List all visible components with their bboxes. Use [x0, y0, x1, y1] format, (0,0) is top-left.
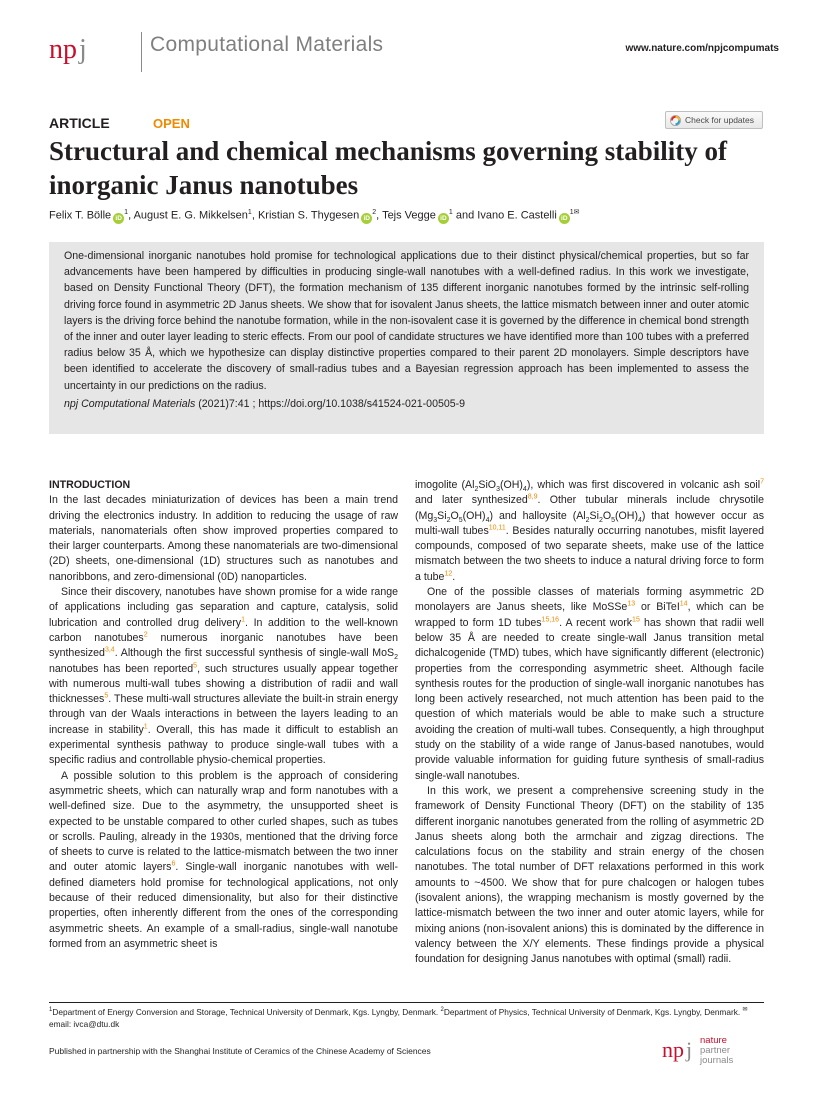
author-affiliation: 1✉ — [569, 209, 580, 216]
npj-partner-logo[interactable] — [662, 1035, 764, 1066]
paragraph-text: nanotubes has been reported — [49, 662, 194, 675]
author-name[interactable]: Felix T. Bölle — [49, 209, 112, 222]
author-name[interactable]: Kristian S. Thygesen — [257, 209, 360, 222]
affiliation-number: 1 — [49, 1007, 53, 1013]
paragraph-text: . Besides naturally occurring nanotubes, misfit layered compounds, composed of two separate sheets, make use of the lattice mismatch between the two sheets to induce a natural driving force to form a tube — [415, 524, 764, 583]
header-divider — [141, 32, 142, 72]
svg-text:j: j — [79, 34, 87, 65]
reference-link[interactable]: 6 — [171, 860, 176, 868]
paragraph-text: . Although the first successful synthesis of single-wall MoS — [114, 647, 395, 660]
paragraph-text: O — [602, 509, 612, 522]
reference-link[interactable]: 8,9 — [527, 493, 538, 501]
citation-doi[interactable]: (2021)7:41 ; https://doi.org/10.1038/s41524-021-00505-9 — [195, 397, 466, 410]
journal-url-link[interactable]: www.nature.com/npjcompumats — [625, 43, 779, 54]
npj-logo-icon — [49, 34, 93, 70]
paragraph-text: numerous inorganic nanotubes have been synthesized — [49, 631, 398, 660]
reference-link[interactable]: 5 — [104, 692, 109, 700]
paragraph — [415, 784, 764, 968]
citation-line — [64, 398, 749, 410]
partner-partner: partner — [700, 1045, 731, 1056]
reference-link[interactable]: 15 — [632, 616, 640, 624]
author-affiliation: 1 — [247, 209, 252, 216]
abstract-text: One-dimensional inorganic nanotubes hold promise for technological applications due to their distinct physical/chemical properties, but so far advancements have been hampered by difficulties in producing single-wall nanotubes with a well-defined radius. In this work we investigate, based on Density Functional Theory (DFT), the formation mechanism of 135 different inorganic nanotubes formed by the intrinsic self-rolling driving force found in asymmetric 2D Janus sheets. We show that for isovalent Janus sheets, the lattice mismatch between inner and outer atomic layers is the driving force behind the nanotube formation, while in the non-isovalent case it is governed by the difference in chemical bond strength of the inner and outer layer leading to steric effects. From our pool of candidate structures we have identified more than 100 tubes with a preferred radius below 35 Å, which we hypothesize can display distinctive properties compared to their parent 2D monolayers. Simple descriptors have been identified to accelerate the discovery of small-radius tubes and a Bayesian regression approach has been implemented to assess the uncertainty in our predictions on the radius. — [64, 250, 749, 392]
orcid-icon[interactable]: iD — [438, 213, 449, 224]
paragraph — [49, 585, 398, 769]
check-updates-label: Check for updates — [685, 115, 754, 125]
body-column-left — [49, 478, 398, 952]
paragraph-text: In this work, we present a comprehensive screening study in the framework of Density Functional Theory (DFT) on the stability of 135 different inorganic nanotubes generated from the rolling of asymmetric 2D Janus sheets along both the armchair and zigzag directions. The calculations focus on the stability and strain energy of the chosen nanotubes. The total number of DFT relaxations performed in this work amounts to ~4500. We show that for pure chalcogen or halogen tubes (isovalent anions), the wrapping mechanism is mostly governed by the lattice-mismatch between the two inner and outer atomic layers, while for mixing anions (non-isovalent anions) this is dominated by the difference in valency between the X/Y elements. These findings provide a physical foundation for designing Janus nanotubes with optimal (small) radii. — [415, 784, 764, 966]
paragraph-text: O — [450, 509, 459, 522]
reference-link[interactable]: 12 — [444, 570, 453, 578]
subscript: 2 — [446, 516, 451, 524]
reference-link[interactable]: 13 — [627, 600, 636, 608]
article-type-label: ARTICLE — [49, 115, 110, 131]
reference-link[interactable]: 1 — [143, 723, 148, 731]
subscript: 2 — [394, 654, 398, 662]
article-title: Structural and chemical mechanisms governing stability of inorganic Janus nanotubes — [49, 136, 727, 200]
paragraph-text: In the last decades miniaturization of devices has been a main trend driving the electronics industry. In addition to reducing the usage of raw materials, nanomaterials often show improved properties compared to their larger counterparts. Among these nanomaterials are two-dimensional (2D) sheets, one-dimensional (1D) structures such as nanotubes and nanoribbons, and zero-dimensional (0D) nanoparticles. — [49, 494, 398, 583]
paragraph-text: and later synthesized — [415, 494, 528, 507]
subscript: 3 — [433, 516, 438, 524]
paragraph-text: . Overall, this has made it difficult to establish an experimental synthesis pathway to produce single-wall tubes with a specific radius and controllable physio-chemical properties. — [49, 723, 398, 767]
abstract-box — [49, 242, 764, 434]
reference-link[interactable]: 3,4 — [104, 646, 115, 654]
affiliations — [49, 1004, 764, 1030]
subscript: 2 — [474, 486, 479, 494]
paragraph-text: One of the possible classes of materials forming asymmetric 2D monolayers are Janus sheets, like MoSSe — [415, 586, 764, 614]
orcid-icon[interactable]: iD — [559, 213, 570, 224]
check-for-updates-button[interactable] — [665, 111, 763, 129]
paragraph-text: . In addition to the well-known carbon nanotubes — [49, 616, 398, 644]
reference-link[interactable]: 2 — [143, 631, 148, 639]
paragraph-text: (OH) — [499, 479, 523, 491]
journal-name: Computational Materials — [150, 33, 384, 56]
paragraph-text: ), which was first discovered in volcanic ash soil — [526, 479, 761, 491]
author-name[interactable]: Ivano E. Castelli — [477, 209, 557, 222]
partner-nature: nature — [700, 1035, 727, 1046]
paragraph — [415, 478, 764, 585]
orcid-icon[interactable]: iD — [113, 213, 124, 224]
paragraph-text: SiO — [478, 479, 497, 491]
affiliation-text: Department of Energy Conversion and Storage, Technical University of Denmark, Kgs. Lyngby, Denmark. — [52, 1006, 441, 1017]
author-list: Felix T. Bölle $iD^1$, August E. G. Mikkelsen$^1$, Kristian S. Thygesen $iD^2$, Tejs Vegge $iD^1$ and Ivano E. Castelli $iD^{1✉}$ — [49, 209, 580, 222]
reference-link[interactable]: 5 — [193, 662, 198, 670]
paragraph-text: or BiTeI — [635, 601, 680, 614]
svg-text:np: np — [662, 1038, 684, 1062]
paragraph-text: imogolite (Al — [415, 479, 475, 491]
svg-text:j: j — [686, 1038, 693, 1062]
paragraph-text: (OH) — [462, 509, 486, 522]
section-heading: INTRODUCTION — [49, 479, 131, 491]
reference-link[interactable]: 7 — [760, 478, 764, 486]
author-affiliation: 1 — [448, 209, 453, 216]
author-affiliation: 2 — [372, 209, 377, 216]
npj-footer-logo-icon — [662, 1038, 698, 1062]
partnership-note: Published in partnership with the Shanghai Institute of Ceramics of the Chinese Academy of Sciences — [49, 1046, 431, 1056]
paragraph-text: A possible solution to this problem is the approach of considering asymmetric sheets, which can naturally wrap and form nanotubes with a well-defined size. Due to the asymmetry, the unsupported sheet is expected to be unstable compared to other curled shapes, such as tubes or scrolls. Pauling, already in the 1930s, mentioned that the driving force of sheets to curve is related to the lattice-mismatch between the two inner and outer atomic layers — [49, 769, 398, 874]
subscript: 4 — [637, 516, 642, 524]
paragraph-text: . — [452, 570, 456, 583]
affiliation-number: 2 — [440, 1007, 444, 1013]
paragraph — [49, 769, 398, 953]
paragraph-text: ) and halloysite (Al — [489, 509, 586, 522]
author-affiliation: 1 — [124, 209, 129, 216]
subscript: 2 — [585, 516, 590, 524]
reference-link[interactable]: 15,16 — [541, 616, 560, 624]
subscript: 5 — [611, 516, 616, 524]
corresponding-email-link[interactable]: email: ivca@dtu.dk — [49, 1018, 120, 1029]
journal-header — [49, 30, 779, 74]
paragraph-text: has shown that radii well below 35 Å are needed to create single-wall Janus transition metal dichalcogenide (TMD) tubes, which have significantly different (electronic) properties from the corresponding asymmetric sheet. Although facile synthesis routes for the production of single-wall inorganic nanotubes has long been actively researched, not much attention has been paid to the question of which materials would be able to make such a structure avoiding the creation of multi-wall tubes. Consequently, a high throughput study on the stability of a wide range of Janus-based nanotubes, would provide valuable information for guiding future synthesis of small-radius single-wall nanotubes. — [415, 616, 765, 782]
paragraph-text: Since their discovery, nanotubes have shown promise for a wide range of applications including gas separation and capture, catalysis, solid lubrication and controlled drug delivery — [49, 586, 398, 629]
paragraph-text: (OH) — [615, 509, 638, 522]
footnote-divider — [49, 1002, 764, 1003]
check-updates-icon — [670, 115, 681, 126]
subscript: 4 — [485, 516, 490, 524]
reference-link[interactable]: 14 — [679, 600, 688, 608]
subscript: 4 — [522, 486, 527, 494]
paragraph-text: , which can be wrapped to form 1D tubes — [415, 601, 764, 629]
citation-journal: npj Computational Materials — [64, 397, 196, 410]
email-icon: ✉ — [742, 1007, 748, 1013]
subscript: 3 — [496, 486, 500, 494]
author-name[interactable]: August E. G. Mikkelsen — [133, 209, 248, 222]
reference-link[interactable]: 10,11 — [488, 524, 506, 532]
author-name[interactable]: Tejs Vegge — [382, 209, 436, 222]
paragraph — [415, 585, 764, 784]
affiliation-text: Department of Physics, Technical University of Denmark, Kgs. Lyngby, Denmark. — [443, 1006, 743, 1017]
paragraph — [49, 493, 398, 585]
reference-link[interactable]: 1 — [241, 616, 246, 624]
paragraph-text: . Other tubular minerals include chrysotile (Mg — [415, 494, 764, 522]
partner-journals: journals — [700, 1055, 734, 1066]
subscript: 2 — [598, 516, 603, 524]
body-column-right — [415, 478, 764, 968]
subscript: 5 — [458, 516, 463, 524]
paragraph-text: . Single-wall inorganic nanotubes with well-defined diameters hold promise for technological applications, not only because of their reduced dimensionality, but also for their distinctive properties, often inherently different from the ones of the corresponding asymmetric sheets. An example of a small-radius, single-wall nanotube formed from an asymmetric sheet is — [49, 861, 398, 950]
open-access-label: OPEN — [153, 116, 190, 131]
svg-text:np: np — [49, 34, 77, 65]
orcid-icon[interactable]: iD — [361, 213, 372, 224]
authors-conjunction: and — [455, 209, 475, 222]
paragraph-text: ) that however occur as multi-wall tubes — [415, 509, 764, 537]
partner-text — [700, 1036, 733, 1066]
paragraph-text: , such structures usually appear together with numerous multi-wall tubes showing a distribution of radii and wall thicknesses — [49, 662, 398, 706]
paragraph-text: Si — [589, 509, 599, 522]
paragraph-text: . These multi-wall structures alleviate the built-in strain energy through van der Waals interactions in between the layers leading to an increase in stability — [49, 693, 398, 736]
paragraph-text: Si — [437, 509, 447, 522]
paragraph-text: . A recent work — [559, 616, 633, 629]
